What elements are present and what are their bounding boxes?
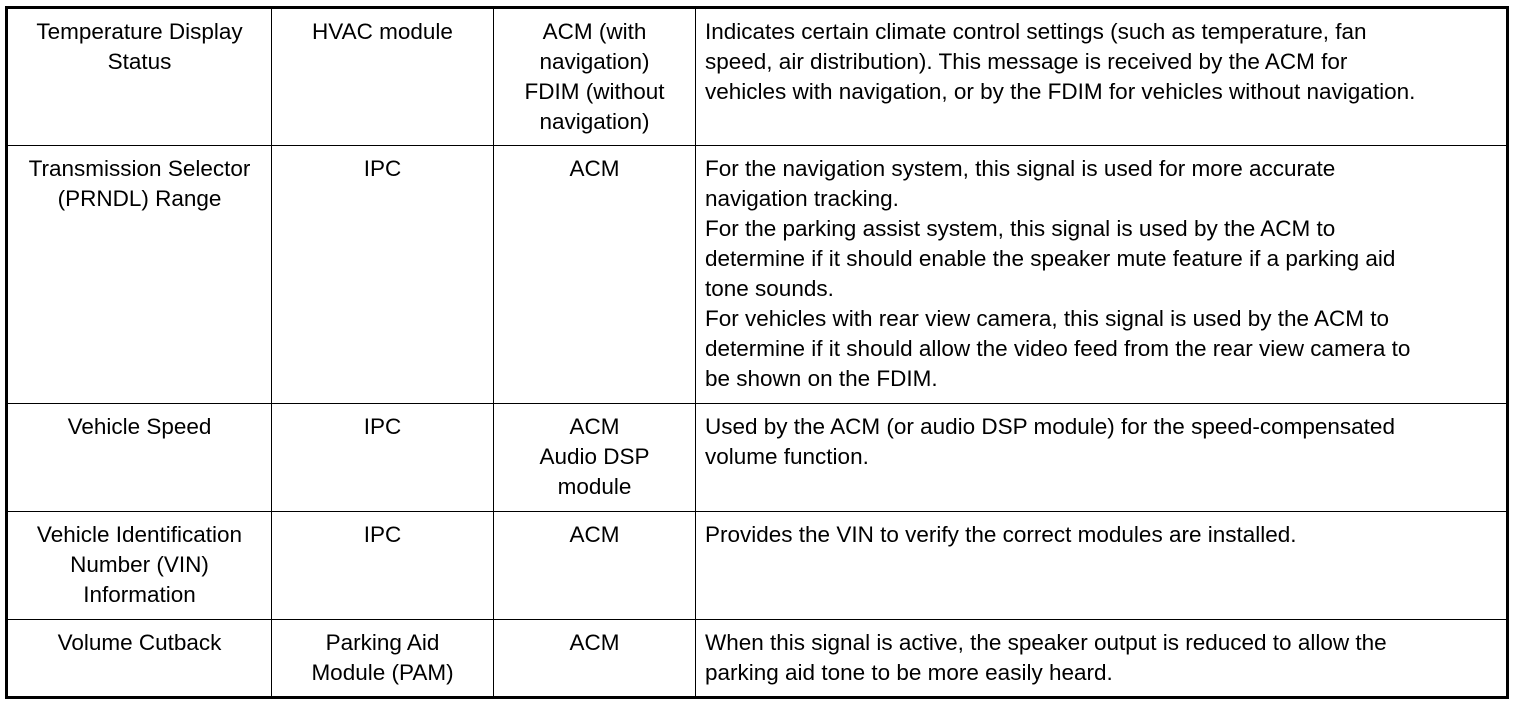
- source-module-cell: [272, 620, 494, 698]
- source-module-cell: [272, 8, 494, 146]
- signal-name-cell: [7, 620, 272, 698]
- cell-line: ACM: [569, 414, 620, 439]
- cell-line: Module (PAM): [311, 660, 454, 685]
- table-body: [7, 8, 1508, 698]
- destination-module-cell: [494, 512, 696, 620]
- cell-line: be shown on the FDIM.: [705, 366, 938, 391]
- table-row: [7, 8, 1508, 146]
- description-cell: [696, 512, 1508, 620]
- cell-line: Vehicle Speed: [67, 414, 212, 439]
- cell-line: Information: [83, 582, 196, 607]
- cell-line: Vehicle Identification: [36, 522, 243, 547]
- cell-line: IPC: [363, 156, 402, 181]
- signal-name-cell: [7, 512, 272, 620]
- cell-line: vehicles with navigation, or by the FDIM for vehicles without navigation.: [705, 79, 1416, 104]
- cell-line: navigation tracking.: [705, 186, 899, 211]
- description-cell: [696, 404, 1508, 512]
- cell-line: Used by the ACM (or audio DSP module) for the speed-compensated: [705, 414, 1395, 439]
- description-cell: [696, 620, 1508, 698]
- cell-line: navigation): [539, 109, 650, 134]
- cell-line: ACM: [569, 522, 620, 547]
- signal-name-cell: [7, 8, 272, 146]
- cell-line: IPC: [363, 414, 402, 439]
- source-module-cell: [272, 146, 494, 404]
- cell-line: navigation): [539, 49, 650, 74]
- cell-line: IPC: [363, 522, 402, 547]
- source-module-cell: [272, 512, 494, 620]
- table-row: [7, 146, 1508, 404]
- cell-line: parking aid tone to be more easily heard.: [705, 660, 1113, 685]
- destination-module-cell: [494, 404, 696, 512]
- cell-line: Audio DSP: [539, 444, 650, 469]
- cell-line: For the parking assist system, this signal is used by the ACM to: [705, 216, 1336, 241]
- destination-module-cell: [494, 146, 696, 404]
- cell-line: determine if it should allow the video feed from the rear view camera to: [705, 336, 1411, 361]
- cell-line: Indicates certain climate control settings (such as temperature, fan: [705, 19, 1367, 44]
- description-cell: [696, 8, 1508, 146]
- table-row: [7, 620, 1508, 698]
- cell-line: Volume Cutback: [57, 630, 222, 655]
- signal-table: [5, 6, 1509, 699]
- signal-name-cell: [7, 146, 272, 404]
- description-cell: [696, 146, 1508, 404]
- cell-line: For the navigation system, this signal is used for more accurate: [705, 156, 1336, 181]
- cell-line: Temperature Display: [36, 19, 243, 44]
- cell-line: Status: [107, 49, 172, 74]
- cell-line: When this signal is active, the speaker output is reduced to allow the: [705, 630, 1387, 655]
- cell-line: tone sounds.: [705, 276, 834, 301]
- cell-line: Provides the VIN to verify the correct modules are installed.: [705, 522, 1297, 547]
- cell-line: speed, air distribution). This message is received by the ACM for: [705, 49, 1348, 74]
- table-row: [7, 404, 1508, 512]
- cell-line: ACM (with: [542, 19, 647, 44]
- cell-line: ACM: [569, 156, 620, 181]
- destination-module-cell: [494, 620, 696, 698]
- cell-line: volume function.: [705, 444, 869, 469]
- cell-line: module: [557, 474, 632, 499]
- signal-name-cell: [7, 404, 272, 512]
- cell-line: ACM: [569, 630, 620, 655]
- cell-line: Parking Aid: [325, 630, 440, 655]
- cell-line: Number (VIN): [70, 552, 209, 577]
- table-row: [7, 512, 1508, 620]
- cell-line: FDIM (without: [524, 79, 665, 104]
- cell-line: Transmission Selector: [28, 156, 251, 181]
- source-module-cell: [272, 404, 494, 512]
- destination-module-cell: [494, 8, 696, 146]
- cell-line: determine if it should enable the speaker mute feature if a parking aid: [705, 246, 1396, 271]
- cell-line: For vehicles with rear view camera, this signal is used by the ACM to: [705, 306, 1390, 331]
- cell-line: (PRNDL) Range: [57, 186, 222, 211]
- cell-line: HVAC module: [312, 19, 453, 44]
